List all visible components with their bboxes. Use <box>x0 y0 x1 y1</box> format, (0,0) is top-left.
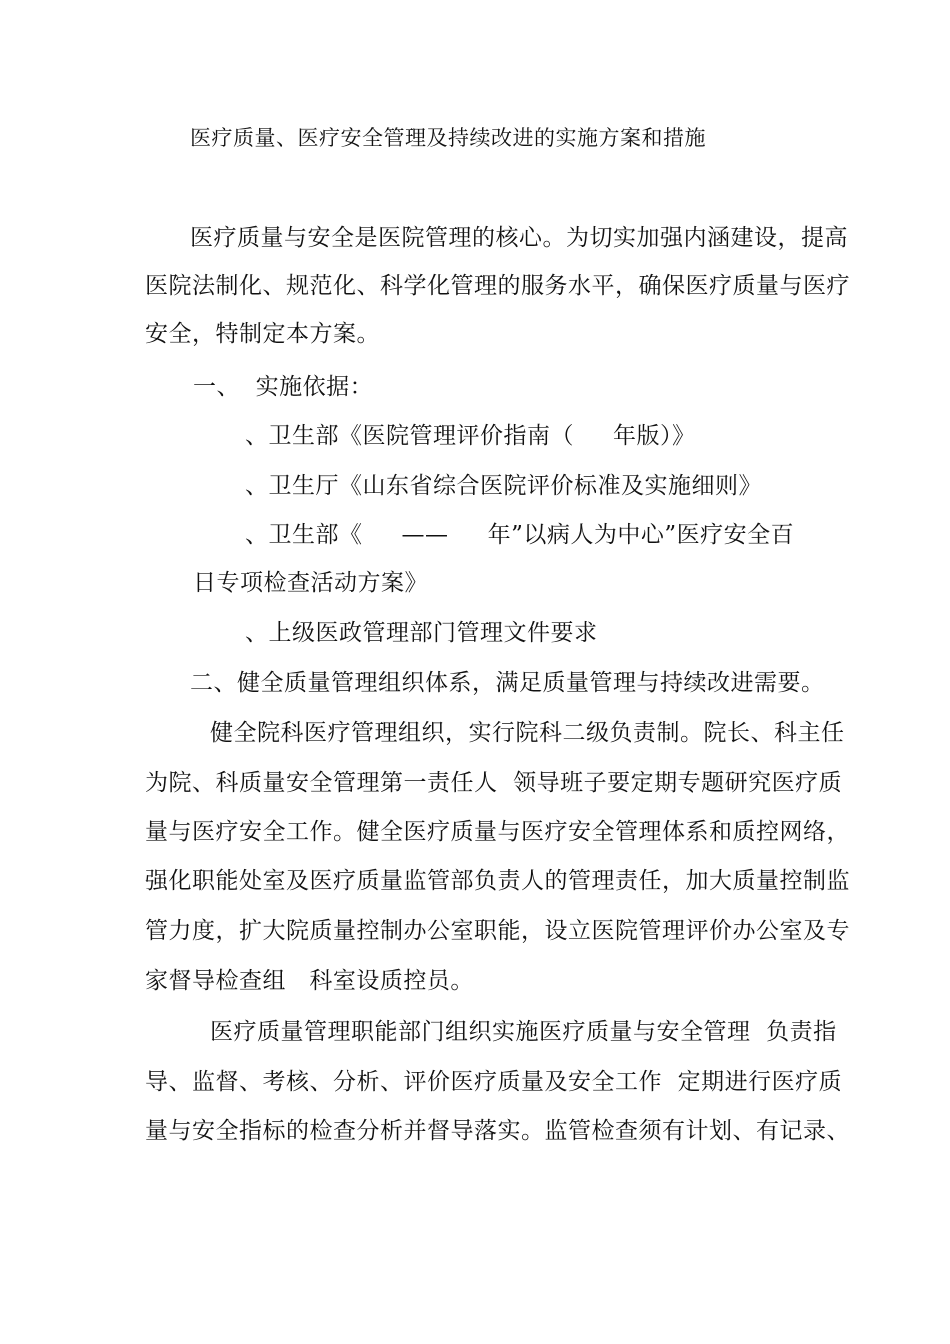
section1-item-2: 、卫生厅《山东省综合医院评价标准及实施细则》 <box>245 473 762 499</box>
section1-item-3: 、卫生部《 —— 年”以病人为中心”医疗安全百 <box>245 522 795 548</box>
intro-line-3: 安全，特制定本方案。 <box>145 321 380 347</box>
section1-item-1: 、卫生部《医院管理评价指南（ 年版）》 <box>245 423 696 449</box>
section2-p1-line-2: 为院、科质量安全管理第一责任人 领导班子要定期专题研究医疗质 <box>145 770 843 796</box>
section2-p1-line-3: 量与医疗安全工作。健全医疗质量与医疗安全管理体系和质控网络， <box>145 819 850 845</box>
section2-p1-line-6: 家督导检查组 科室设质控员。 <box>145 968 474 994</box>
section1-item-3-cont: 日专项检查活动方案》 <box>193 570 428 596</box>
intro-line-2: 医院法制化、规范化、科学化管理的服务水平，确保医疗质量与医疗 <box>145 273 850 299</box>
intro-line-1: 医疗质量与安全是医院管理的核心。为切实加强内涵建设，提高 <box>190 225 848 251</box>
section2-p1-line-5: 管力度，扩大院质量控制办公室职能，设立医院管理评价办公室及专 <box>145 918 850 944</box>
document-title: 医疗质量、医疗安全管理及持续改进的实施方案和措施 <box>190 126 706 150</box>
section2-p2-line-3: 量与安全指标的检查分析并督导落实。监管检查须有计划、有记录、 <box>145 1118 850 1144</box>
section2-p1-line-4: 强化职能处室及医疗质量监管部负责人的管理责任，加大质量控制监 <box>145 868 850 894</box>
section2-p2-line-2: 导、监督、考核、分析、评价医疗质量及安全工作 定期进行医疗质 <box>145 1069 843 1095</box>
section1-heading: 一、 实施依据： <box>193 374 374 400</box>
section2-heading: 二、健全质量管理组织体系，满足质量管理与持续改进需要。 <box>190 670 825 696</box>
section2-p2-line-1: 医疗质量管理职能部门组织实施医疗质量与安全管理 负责指 <box>210 1019 837 1045</box>
section1-item-4: 、上级医政管理部门管理文件要求 <box>245 620 598 646</box>
section2-p1-line-1: 健全院科医疗管理组织，实行院科二级负责制。院长、科主任 <box>210 720 845 746</box>
